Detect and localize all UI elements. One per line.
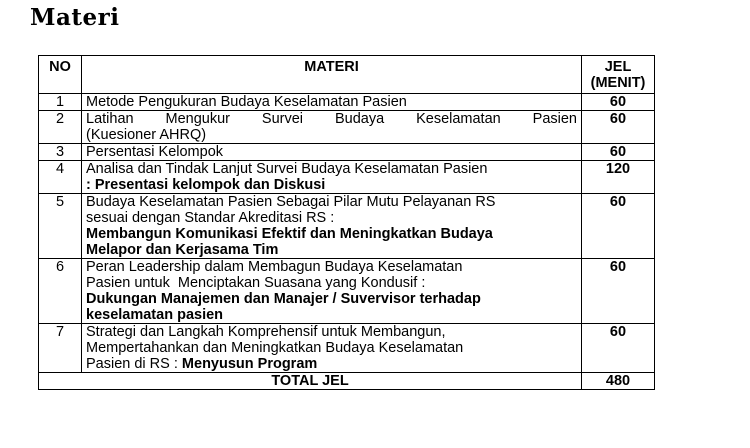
materi-line-bold: Menyusun Program (181, 356, 318, 372)
table-row (39, 111, 655, 144)
materi-line: Analisa dan Tindak Lanjut Survei Budaya Keselamatan Pasien (86, 161, 488, 177)
table-row (39, 94, 655, 111)
materi-line: Mempertahankan dan Meningkatkan Budaya Keselamatan (86, 340, 464, 356)
row-jel: 60 (582, 324, 655, 373)
header-jel (582, 56, 655, 94)
materi-line: Pasien untuk Menciptakan Suasana yang Kondusif : (86, 275, 426, 291)
materi-line: Persentasi Kelompok (86, 144, 224, 160)
row-no: 4 (39, 161, 82, 194)
total-value: 480 (582, 373, 655, 390)
table-row (39, 144, 655, 161)
row-jel: 60 (582, 144, 655, 161)
table-header-row (39, 56, 655, 94)
page-heading: Materi (30, 4, 120, 31)
total-row (39, 373, 655, 390)
row-no: 6 (39, 259, 82, 324)
header-no: NO (39, 56, 82, 94)
materi-line: Peran Leadership dalam Membagun Budaya Keselamatan (86, 259, 463, 275)
table-row (39, 161, 655, 194)
header-jel-line1: JEL (604, 59, 632, 75)
row-materi (82, 161, 582, 194)
materi-line: (Kuesioner AHRQ) (86, 127, 207, 143)
materi-line-bold: Melapor dan Kerjasama Tim (86, 242, 279, 258)
table-row (39, 194, 655, 259)
total-label: TOTAL JEL (39, 373, 582, 390)
row-materi (82, 194, 582, 259)
materi-table (38, 55, 655, 390)
materi-line-bold: : Presentasi kelompok dan Diskusi (86, 177, 326, 193)
row-jel: 60 (582, 94, 655, 111)
materi-line-bold: Membangun Komunikasi Efektif dan Meningkatkan Budaya (86, 226, 493, 242)
materi-line: Budaya Keselamatan Pasien Sebagai Pilar Mutu Pelayanan RS (86, 194, 496, 210)
row-materi (82, 144, 582, 161)
row-jel: 120 (582, 161, 655, 194)
row-materi (82, 111, 582, 144)
row-no: 2 (39, 111, 82, 144)
row-jel: 60 (582, 111, 655, 144)
materi-line: Latihan Mengukur Survei Budaya Keselamatan Pasien (86, 111, 577, 127)
materi-line: Metode Pengukuran Budaya Keselamatan Pasien (86, 94, 407, 110)
row-materi (82, 324, 582, 373)
row-materi (82, 259, 582, 324)
row-jel: 60 (582, 194, 655, 259)
materi-line-bold: Dukungan Manajemen dan Manajer / Suvervisor terhadap (86, 291, 481, 307)
row-no: 5 (39, 194, 82, 259)
table-row (39, 324, 655, 373)
row-no: 1 (39, 94, 82, 111)
row-no: 7 (39, 324, 82, 373)
header-jel-line2: (MENIT) (590, 75, 646, 91)
header-materi: MATERI (82, 56, 582, 94)
row-materi (82, 94, 582, 111)
materi-line: Pasien di RS : (86, 356, 182, 372)
row-no: 3 (39, 144, 82, 161)
row-jel: 60 (582, 259, 655, 324)
table-row (39, 259, 655, 324)
materi-line: sesuai dengan Standar Akreditasi RS : (86, 210, 335, 226)
materi-line: Strategi dan Langkah Komprehensif untuk Membangun, (86, 324, 446, 340)
materi-line-bold: keselamatan pasien (86, 307, 224, 323)
